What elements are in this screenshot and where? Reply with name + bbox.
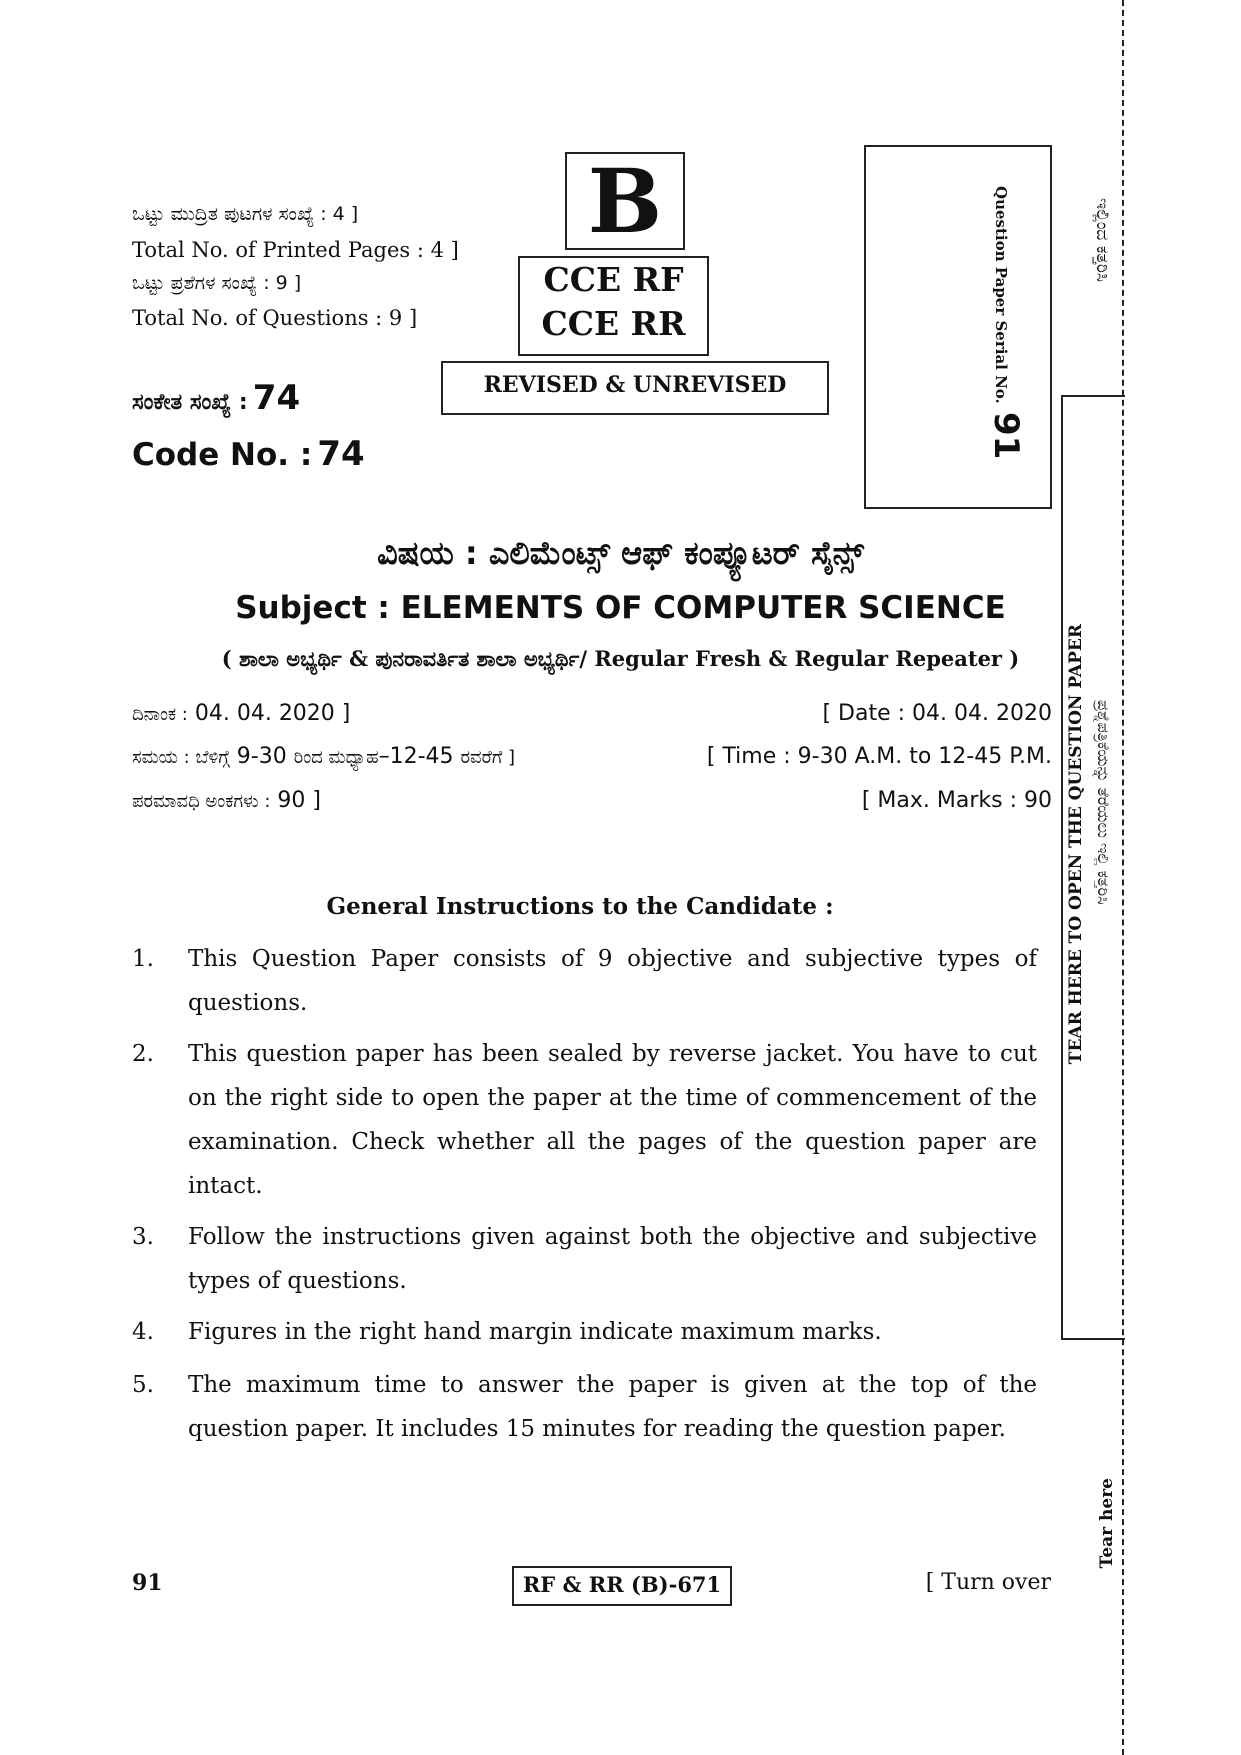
time-kannada-end-value: –12-45	[378, 744, 461, 769]
serial-number-value: 91	[986, 412, 1026, 460]
candidate-category: ( ಶಾಲಾ ಅಭ್ಯರ್ಥಿ & ಪುನರಾವರ್ತಿತ ಶಾಲಾ ಅಭ್ಯರ್ಥಿ/ Regular Fresh & Regular Repeater )	[221, 646, 1020, 671]
marks-kannada-label: ಪರಮಾವಧಿ ಅಂಕಗಳು :	[132, 791, 271, 812]
marks-english: [ Max. Marks : 90	[861, 788, 1052, 813]
instruction-number: 5.	[132, 1372, 154, 1398]
subject-kannada: ವಿಷಯ : ಎಲಿಮೆಂಟ್ಸ್ ಆಫ್ ಕಂಪ್ಯೂಟರ್ ಸೈನ್ಸ್	[377, 534, 864, 572]
tear-here-label: Tear here	[1097, 1478, 1117, 1569]
instruction-number: 1.	[132, 946, 154, 972]
cut-here-kannada: ಇಲ್ಲಿಂದ ಕತ್ತರಿಸಿ	[1092, 198, 1112, 282]
code-number-kannada	[132, 378, 300, 418]
time-kannada-start: 9-30	[229, 744, 294, 769]
exam-code-line-1: CCE RF	[543, 260, 684, 299]
date-kannada-value: 04. 04. 2020 ]	[187, 701, 351, 726]
revision-box: REVISED & UNREVISED	[441, 361, 829, 415]
instruction-text: Figures in the right hand margin indicate maximum marks.	[188, 1319, 882, 1345]
date-english: [ Date : 04. 04. 2020	[822, 701, 1052, 726]
footer-page-serial: 91	[132, 1570, 163, 1596]
version-box: B	[565, 152, 685, 250]
instruction-item	[132, 1310, 1037, 1354]
marks-kannada	[132, 788, 321, 813]
instruction-item	[132, 937, 1037, 1025]
instruction-text: The maximum time to answer the paper is given at the top of the question paper. It includes 15 minutes for reading the question paper.	[188, 1372, 1037, 1442]
instruction-text: Follow the instructions given against both the objective and subjective types of questions.	[188, 1224, 1037, 1294]
time-kannada	[132, 744, 515, 769]
exam-code-box	[518, 256, 709, 356]
instruction-item	[132, 1032, 1037, 1208]
printed-pages-kannada: ಒಟ್ಟು ಮುದ್ರಿತ ಪುಟಗಳ ಸಂಖ್ಯೆ : 4 ]	[132, 203, 359, 225]
marks-kannada-value: 90 ]	[270, 788, 321, 813]
date-kannada-label: ದಿನಾಂಕ :	[132, 704, 188, 725]
footer-paper-code: RF & RR (B)-671	[512, 1566, 732, 1606]
instruction-number: 2.	[132, 1041, 154, 1067]
time-kannada-label: ಸಮಯ : ಬೆಳಿಗ್ಗೆ	[132, 747, 230, 768]
instruction-text: This Question Paper consists of 9 objective and subjective types of questions.	[188, 946, 1037, 1016]
marks-row	[132, 788, 1052, 824]
exam-code-line-2: CCE RR	[541, 304, 686, 343]
time-row	[132, 744, 1052, 780]
time-kannada-end: ರವರೆಗೆ ]	[460, 747, 516, 768]
instruction-item	[132, 1215, 1037, 1303]
tear-instruction-kannada: ಪ್ರಶ್ನೆಪತ್ರಿಕೆಯನ್ನು ತೆರೆಯಲು ಇಲ್ಲಿ ಕತ್ತರಿಸಿ	[1094, 700, 1113, 905]
question-count-kannada: ಒಟ್ಟು ಪ್ರಶೆಗಳ ಸಂಖ್ಯೆ : 9 ]	[132, 272, 302, 294]
code-label: Code No. :	[132, 437, 313, 473]
subject-title: Subject : ELEMENTS OF COMPUTER SCIENCE	[235, 590, 1006, 626]
instruction-text: This question paper has been sealed by reverse jacket. You have to cut on the right side to open the paper at the time of commencement of the examination. Check whether all the pages of the question paper are intact.	[188, 1041, 1037, 1199]
instruction-number: 4.	[132, 1319, 154, 1345]
code-value-kannada: 74	[252, 378, 301, 418]
date-row	[132, 701, 1052, 737]
instruction-number: 3.	[132, 1224, 154, 1250]
serial-number-label: Question Paper Serial No.	[992, 186, 1010, 404]
tear-instruction: TEAR HERE TO OPEN THE QUESTION PAPER	[1066, 624, 1086, 1065]
instruction-item	[132, 1363, 1037, 1451]
time-kannada-mid: ರಿಂದ ಮಧ್ಯಾಹ	[293, 747, 379, 768]
question-count: Total No. of Questions : 9 ]	[132, 306, 418, 330]
code-label-kannada: ಸಂಕೇತ ಸಂಖ್ಯೆ :	[132, 390, 248, 415]
code-number	[132, 434, 365, 474]
time-english: [ Time : 9-30 A.M. to 12-45 P.M.	[706, 744, 1052, 769]
code-value: 74	[317, 434, 365, 474]
printed-pages: Total No. of Printed Pages : 4 ]	[132, 238, 459, 262]
date-kannada	[132, 701, 350, 726]
instructions-heading: General Instructions to the Candidate :	[326, 893, 834, 920]
turn-over-label: [ Turn over	[925, 1570, 1051, 1595]
